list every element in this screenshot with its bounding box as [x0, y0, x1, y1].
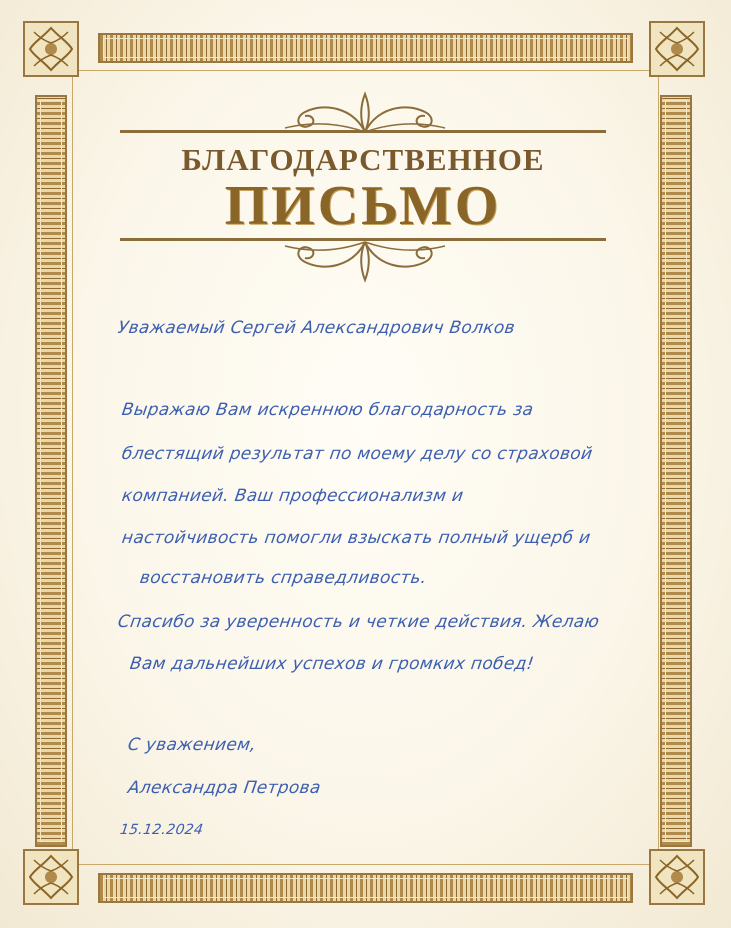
- frame-left-border: [35, 95, 67, 847]
- frame-right-border: [660, 95, 692, 847]
- signature: Александра Петрова: [126, 778, 323, 798]
- closing: С уважением,: [126, 735, 258, 755]
- title-line-1: БЛАГОДАРСТВЕННОЕ: [181, 142, 545, 177]
- corner-ornament-icon: [22, 20, 80, 78]
- corner-ornament-icon: [648, 20, 706, 78]
- frame-top-border: [98, 33, 633, 63]
- title-line-2: ПИСЬМО: [224, 175, 502, 237]
- body-line: Выражаю Вам искреннюю благодарность за: [120, 400, 535, 420]
- body-line: настойчивость помогли взыскать полный ущерб и: [120, 528, 592, 548]
- date: 15.12.2024: [118, 822, 205, 838]
- body-line: блестящий результат по моему делу со страховой: [120, 444, 594, 464]
- frame-bottom-border: [98, 873, 633, 903]
- corner-ornament-icon: [648, 848, 706, 906]
- body-line: Спасибо за уверенность и четкие действия. Желаю: [116, 612, 601, 632]
- header-rule-top: [120, 130, 606, 133]
- flourish-bottom-icon: [265, 236, 465, 286]
- body-line: Вам дальнейших успехов и громких побед!: [128, 654, 536, 674]
- body-line: компанией. Ваш профессионализм и: [120, 486, 465, 506]
- corner-ornament-icon: [22, 848, 80, 906]
- greeting: Уважаемый Сергей Александрович Волков: [116, 318, 517, 338]
- body-line: восстановить справедливость.: [138, 568, 429, 588]
